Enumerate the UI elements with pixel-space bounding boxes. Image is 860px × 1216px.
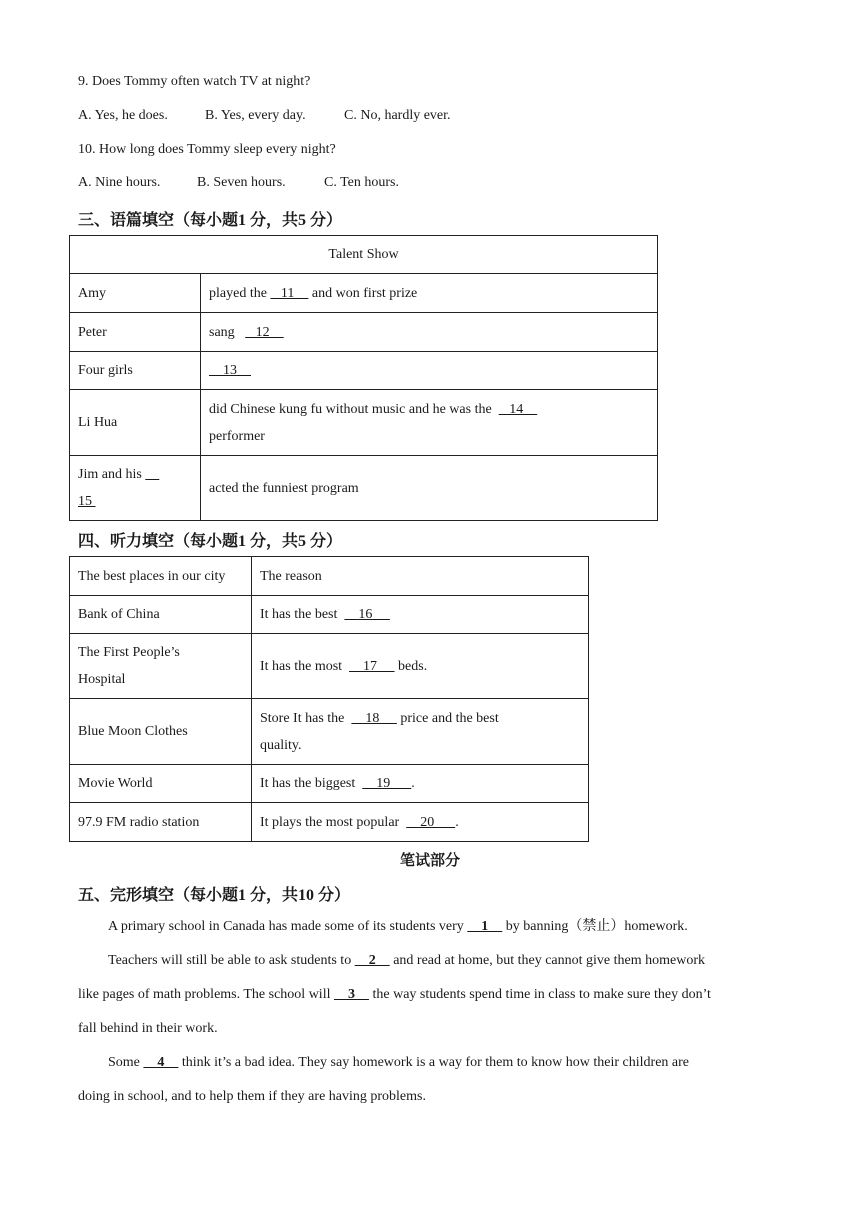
blank-11: 11 [270,285,309,301]
blank-15: 15 [78,494,96,509]
row-place: 97.9 FM radio station [70,803,252,842]
row-reason: It has the most 17 beds. [252,634,589,699]
question-9-options [78,108,451,124]
row-text: played the 11 and won first prize [201,274,658,313]
blank-16: 16 [344,607,390,622]
row-text: did Chinese kung fu without music and he was the 14 performer [201,390,658,456]
row-name: Jim and his 15 [70,456,201,521]
table-header-row [70,557,589,596]
paragraph-3: Some 4 think it’s a bad idea. They say homework is a way for them to know how their children are doing in school, and to help them if they are having problems. [78,1055,690,1104]
blank-14: 14 [498,401,538,417]
row-place: Bank of China [70,596,252,634]
paragraph-2: Teachers will still be able to ask students to 2 and read at home, but they cannot give them homework like pages of math problems. The school will 3 the way students spend time in class to make sure they don’t fall behind in their work. [78,953,711,1036]
blank-17: 17 [349,658,395,674]
blank-20: 20 [406,814,456,830]
city-places-table [69,556,589,842]
option-c: C. No, hardly ever. [344,108,451,123]
blank-4: 4 [143,1055,179,1070]
question-9: 9. Does Tommy often watch TV at night? [78,74,311,89]
option-a: A. Yes, he does. [78,108,168,123]
row-text: acted the funniest program [201,456,658,521]
table-row [70,803,589,842]
section-5-heading: 五、完形填空（每小题1 分，共10 分） [78,887,351,904]
blank-3: 3 [333,987,369,1002]
cloze-passage [78,910,783,1114]
row-text [201,352,658,390]
table-row [70,596,589,634]
row-reason: It has the best 16 [252,596,589,634]
table-title: Talent Show [70,236,658,274]
row-name: Four girls [70,352,201,390]
row-place: Movie World [70,765,252,803]
row-name: Li Hua [70,390,201,456]
row-name: Peter [70,313,201,352]
table-row [70,390,658,456]
table-row [70,634,589,699]
blank-13: 13 [209,363,251,378]
table-row [70,765,589,803]
row-text: sang 12 [201,313,658,352]
paragraph-1: A primary school in Canada has made some of its students very 1 by banning（禁止）homework. [108,919,688,934]
row-reason: Store It has the 18 price and the best quality. [252,699,589,765]
blank-1: 1 [467,919,503,934]
question-10: 10. How long does Tommy sleep every night? [78,142,336,157]
table-row [70,456,658,521]
column-header: The reason [252,557,589,596]
column-header: The best places in our city [70,557,252,596]
section-3-heading: 三、语篇填空（每小题1 分，共5 分） [78,212,343,229]
section-4-heading: 四、听力填空（每小题1 分，共5 分） [78,533,343,550]
table-row [70,313,658,352]
option-b: B. Yes, every day. [205,108,306,123]
blank-2: 2 [354,953,390,968]
blank-19: 19 [362,776,412,791]
blank-12: 12 [245,324,284,340]
option-a: A. Nine hours. [78,175,161,190]
row-place: Blue Moon Clothes [70,699,252,765]
blank-18: 18 [351,710,397,726]
table-row [70,274,658,313]
option-c: C. Ten hours. [324,175,399,190]
table-row [70,699,589,765]
row-place: The First People’s Hospital [70,634,252,699]
question-10-options [78,175,399,191]
row-reason: It has the biggest 19 . [252,765,589,803]
row-name: Amy [70,274,201,313]
written-part-title: 笔试部分 [399,853,460,869]
row-reason: It plays the most popular 20 . [252,803,589,842]
table-row [70,352,658,390]
talent-show-table [69,235,658,521]
option-b: B. Seven hours. [197,175,286,190]
